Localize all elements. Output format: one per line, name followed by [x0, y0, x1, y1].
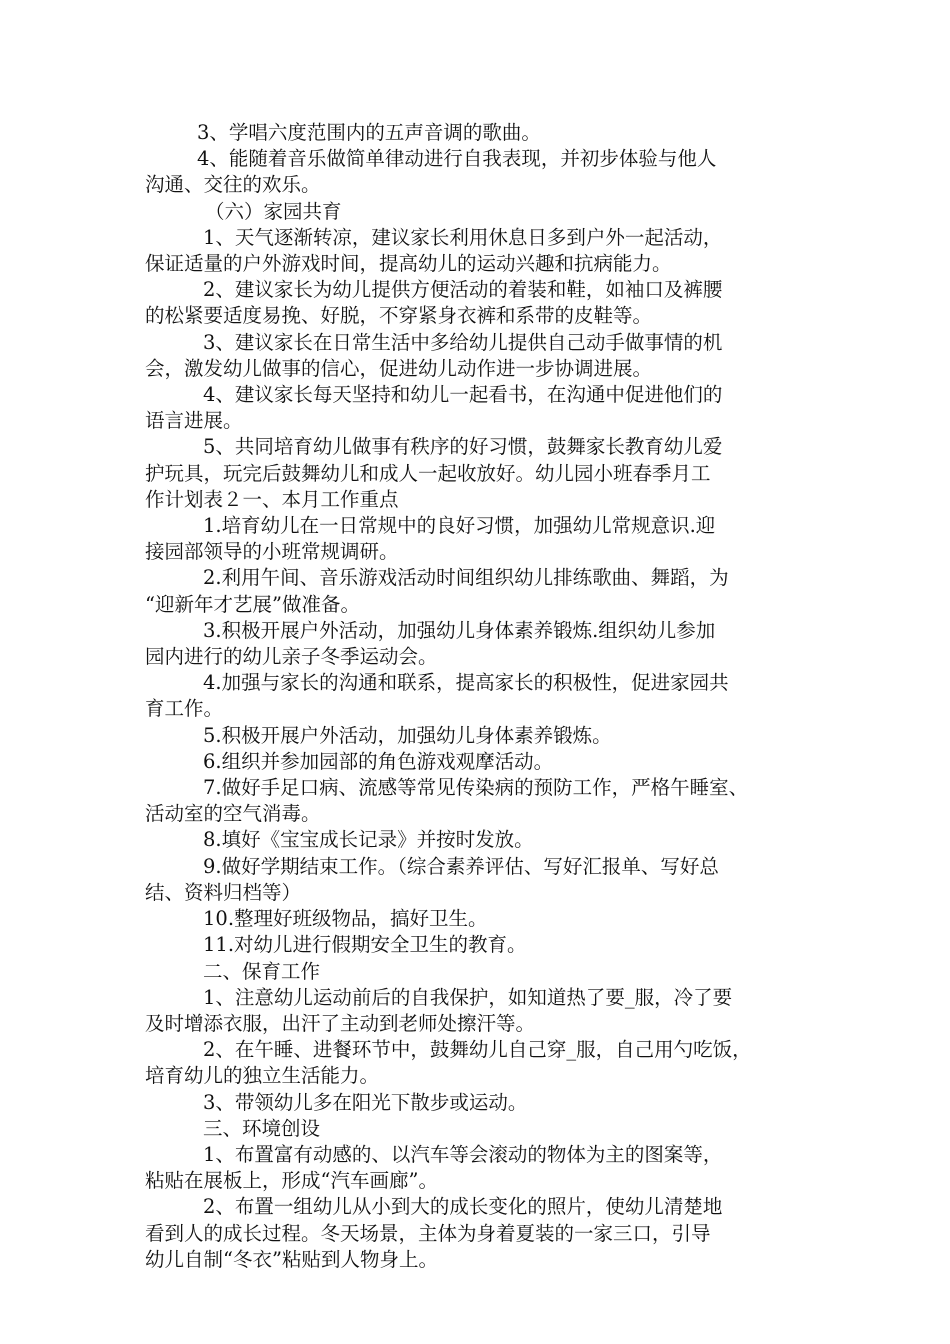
text-line: 语言进展。 — [145, 409, 243, 433]
text-line: 沟通、交往的欢乐。 — [145, 173, 321, 197]
text-line: 6.组织并参加园部的角色游戏观摩活动。 — [203, 749, 554, 773]
text-line: 8.填好《宝宝成长记录》并按时发放。 — [203, 828, 534, 852]
text-line: 活动室的空气消毒。 — [145, 802, 321, 826]
text-line: 3.积极开展户外活动，加强幼儿身体素养锻炼.组织幼儿参加 — [203, 618, 716, 642]
text-line: 2、建议家长为幼儿提供方便活动的着装和鞋，如袖口及裤腰 — [203, 278, 723, 302]
text-line: 二、保育工作 — [203, 959, 321, 983]
text-line: 1.培育幼儿在一日常规中的良好习惯，加强幼儿常规意识.迎 — [203, 514, 716, 538]
text-line: 1、注意幼儿运动前后的自我保护，如知道热了要_服，冷了要 — [203, 985, 733, 1009]
text-line: 幼儿自制“冬衣”粘贴到人物身上。 — [145, 1247, 438, 1271]
text-line: 2、在午睡、进餐环节中，鼓舞幼儿自己穿_服，自己用勺吃饭， — [203, 1038, 752, 1062]
text-line: 及时增添衣服，出汗了主动到老师处擦汗等。 — [145, 1011, 536, 1035]
text-line: 粘贴在展板上，形成“汽车画廊”。 — [145, 1169, 438, 1193]
text-line: 结、资料归档等） — [145, 880, 302, 904]
text-line: 7.做好手足口病、流感等常见传染病的预防工作，严格午睡室、 — [203, 776, 749, 800]
text-line: 会，激发幼儿做事的信心，促进幼儿动作进一步协调进展。 — [145, 356, 653, 380]
text-line: “迎新年才艺展”做准备。 — [145, 592, 360, 616]
text-line: 三、环境创设 — [203, 1116, 321, 1140]
text-line: 作计划表２一、本月工作重点 — [145, 487, 399, 511]
text-line: 保证适量的户外游戏时间，提高幼儿的运动兴趣和抗病能力。 — [145, 252, 672, 276]
text-line: 护玩具，玩完后鼓舞幼儿和成人一起收放好。幼儿园小班春季月工 — [145, 461, 711, 485]
text-line: 4、能随着音乐做简单律动进行自我表现，并初步体验与他人 — [197, 147, 717, 171]
text-line: 10.整理好班级物品，搞好卫生。 — [203, 907, 488, 931]
text-line: 3、建议家长在日常生活中多给幼儿提供自己动手做事情的机 — [203, 330, 723, 354]
text-line: 1、天气逐渐转凉，建议家长利用休息日多到户外一起活动， — [203, 225, 723, 249]
text-line: 2、布置一组幼儿从小到大的成长变化的照片，使幼儿清楚地 — [203, 1195, 723, 1219]
text-line: 看到人的成长过程。冬天场景，主体为身着夏装的一家三口，引导 — [145, 1221, 711, 1245]
text-line: 11.对幼儿进行假期安全卫生的教育。 — [203, 933, 527, 957]
text-line: 接园部领导的小班常规调研。 — [145, 540, 399, 564]
text-line: 4、建议家长每天坚持和幼儿一起看书，在沟通中促进他们的 — [203, 383, 723, 407]
text-line: 1、布置富有动感的、以汽车等会滚动的物体为主的图案等， — [203, 1142, 723, 1166]
text-line: 5、共同培育幼儿做事有秩序的好习惯，鼓舞家长教育幼儿爱 — [203, 435, 723, 459]
document-page — [145, 120, 825, 1273]
text-line: 3、带领幼儿多在阳光下散步或运动。 — [203, 1090, 528, 1114]
text-line: 2.利用午间、音乐游戏活动时间组织幼儿排练歌曲、舞蹈，为 — [203, 566, 729, 590]
text-line: （六）家园共育 — [205, 199, 342, 223]
text-line: 5.积极开展户外活动，加强幼儿身体素养锻炼。 — [203, 723, 612, 747]
text-line: 的松紧要适度易挽、好脱，不穿紧身衣裤和系带的皮鞋等。 — [145, 304, 653, 328]
text-line: 培育幼儿的独立生活能力。 — [145, 1064, 380, 1088]
text-line: 9.做好学期结束工作。（综合素养评估、写好汇报单、写好总 — [203, 854, 719, 878]
text-line: 园内进行的幼儿亲子冬季运动会。 — [145, 645, 438, 669]
text-line: 3、学唱六度范围内的五声音调的歌曲。 — [197, 121, 541, 144]
text-line: 4.加强与家长的沟通和联系，提高家长的积极性，促进家园共 — [203, 671, 729, 695]
text-line: 育工作。 — [145, 697, 224, 721]
